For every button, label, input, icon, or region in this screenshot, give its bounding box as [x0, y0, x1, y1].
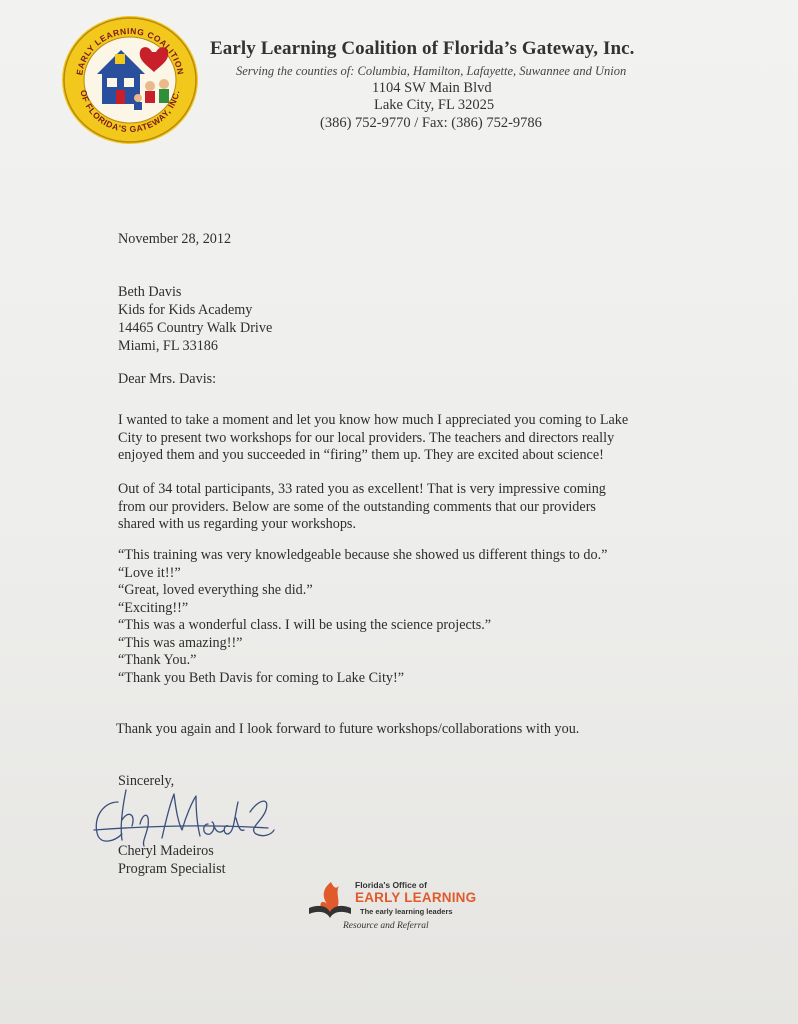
comment-quote: “Exciting!!”	[118, 599, 189, 616]
paragraph-line: City to present two workshops for our local providers. The teachers and directors really	[118, 429, 615, 446]
comment-quote: “This was amazing!!”	[118, 634, 243, 651]
coalition-seal-icon	[60, 14, 200, 146]
paragraph-appreciation	[118, 412, 628, 465]
signer-title: Program Specialist	[118, 861, 226, 877]
organization-name: Early Learning Coalition of Florida’s Gateway, Inc.	[210, 38, 635, 59]
comment-quote: “This was a wonderful class. I will be using the science projects.”	[118, 617, 492, 633]
paragraph-line: from our providers. Below are some of the outstanding comments that our providers	[118, 498, 596, 515]
address-street: 1104 SW Main Blvd	[372, 80, 492, 96]
service-counties: Serving the counties of: Columbia, Hamilton, Lafayette, Suwannee and Union	[236, 64, 627, 78]
comment-quote: “This training was very knowledgeable because she showed us different things to do.”	[118, 547, 608, 563]
recipient-line: 14465 Country Walk Drive	[118, 320, 273, 336]
book-flame-icon	[305, 878, 355, 922]
paragraph-line: shared with us regarding your workshops.	[118, 516, 356, 532]
recipient-line: Kids for Kids Academy	[118, 302, 253, 318]
closing-paragraph: Thank you again and I look forward to future workshops/collaborations with you.	[116, 721, 580, 737]
comment-quote: “Great, loved everything she did.”	[118, 582, 313, 598]
provider-comments	[118, 547, 607, 687]
resource-referral-text: Resource and Referral	[343, 921, 429, 931]
paragraph-line: enjoyed them and you succeeded in “firing” them up. They are excited about science!	[118, 447, 604, 463]
recipient-address	[118, 284, 272, 356]
logo-tagline: The early learning leaders	[360, 907, 453, 916]
comment-quote: “Love it!!”	[118, 564, 181, 581]
recipient-line: Beth Davis	[118, 284, 182, 300]
handwritten-signature-icon	[88, 780, 278, 852]
comment-quote: “Thank you Beth Davis for coming to Lake City!”	[118, 669, 405, 686]
signer-name: Cheryl Madeiros	[118, 843, 214, 859]
svg-text:EARLY LEARNING COALITION: EARLY LEARNING COALITION	[74, 25, 186, 76]
comment-quote: “Thank You.”	[118, 652, 197, 668]
address-city: Lake City, FL 32025	[374, 97, 495, 113]
logo-office-text: Florida's Office of	[355, 880, 427, 890]
recipient-line: Miami, FL 33186	[118, 338, 218, 354]
logo-early-learning-text: EARLY LEARNING	[355, 890, 477, 905]
paragraph-ratings	[118, 481, 606, 534]
paragraph-line: Out of 34 total participants, 33 rated you as excellent! That is very impressive coming	[118, 481, 606, 497]
early-learning-logo	[305, 878, 485, 934]
paragraph-line: I wanted to take a moment and let you know how much I appreciated you coming to Lake	[118, 412, 629, 428]
signoff: Sincerely,	[118, 773, 175, 789]
letter-date: November 28, 2012	[118, 231, 232, 247]
svg-text:OF FLORIDA'S GATEWAY, INC.: OF FLORIDA'S GATEWAY, INC.	[78, 88, 182, 135]
salutation: Dear Mrs. Davis:	[118, 371, 217, 387]
phone-fax: (386) 752-9770 / Fax: (386) 752-9786	[320, 115, 542, 131]
